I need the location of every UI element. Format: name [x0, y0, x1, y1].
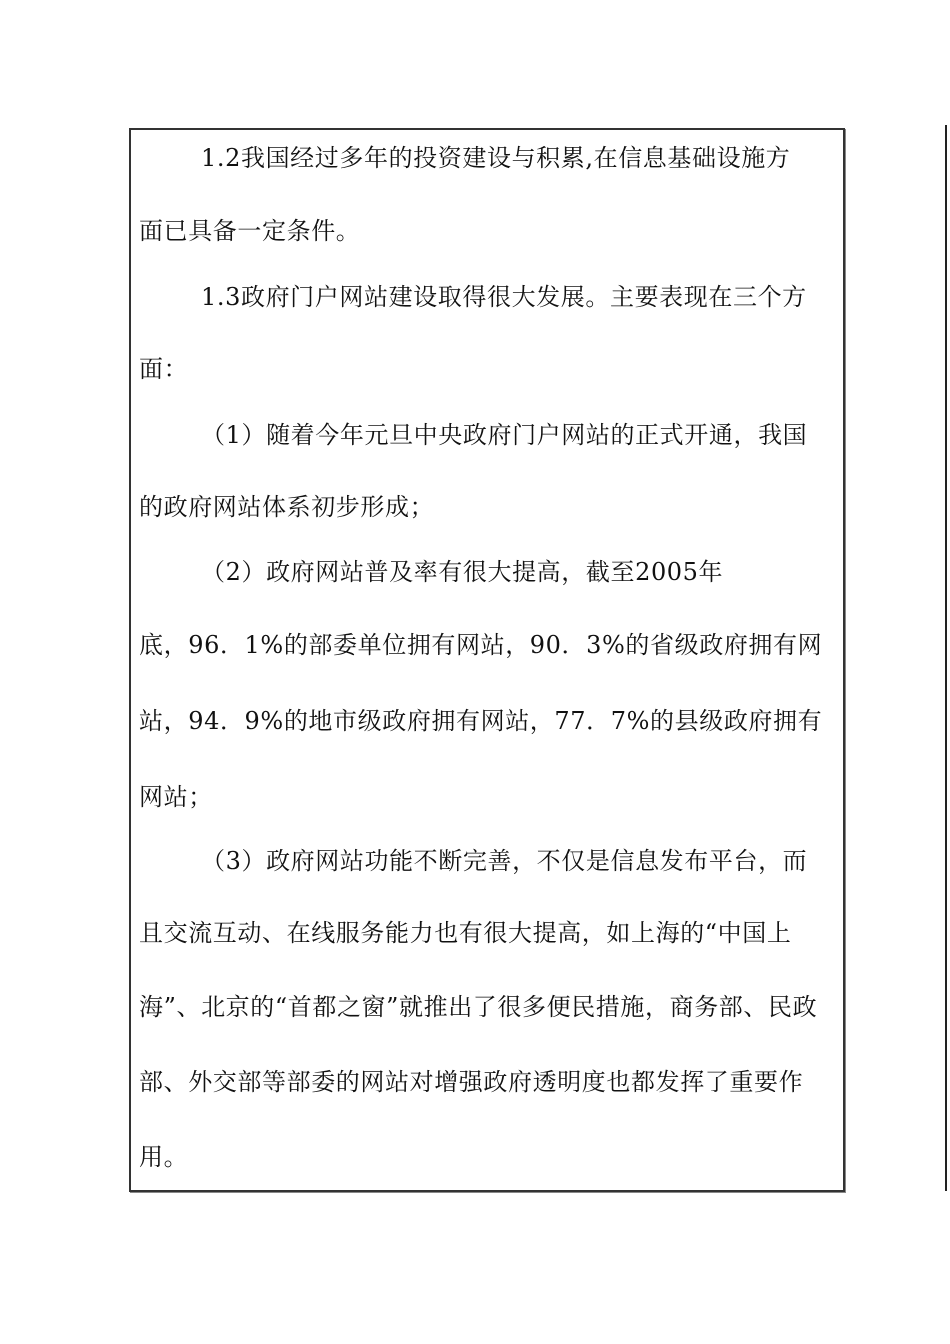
- item-1-line-2: 的政府网站体系初步形成；: [139, 493, 435, 521]
- paragraph-1-3-line-2: 面：: [139, 355, 189, 383]
- item-3-line-1: （3）政府网站功能不断完善，不仅是信息发布平台，而: [201, 847, 808, 875]
- item-2-line-2: 底，96．1%的部委单位拥有网站，90．3%的省级政府拥有网: [139, 631, 823, 659]
- paragraph-1-2-line-1: 1.2我国经过多年的投资建设与积累,在信息基础设施方: [201, 144, 791, 172]
- item-2-line-4: 网站；: [139, 783, 213, 811]
- item-3-line-3: 海”、北京的“首都之窗”就推出了很多便民措施，商务部、民政: [139, 993, 818, 1021]
- item-1-line-1: （1）随着今年元旦中央政府门户网站的正式开通，我国: [201, 421, 808, 449]
- paragraph-1-3-line-1: 1.3政府门户网站建设取得很大发展。主要表现在三个方: [201, 283, 807, 311]
- right-border-line: [945, 125, 947, 1191]
- item-2-line-1: （2）政府网站普及率有很大提高，截至2005年: [201, 558, 724, 586]
- item-3-line-2: 且交流互动、在线服务能力也有很大提高，如上海的“中国上: [139, 919, 792, 947]
- paragraph-1-2-line-2: 面已具备一定条件。: [139, 217, 361, 245]
- item-3-line-4: 部、外交部等部委的网站对增强政府透明度也都发挥了重要作: [139, 1068, 804, 1096]
- item-3-line-5: 用。: [139, 1143, 189, 1171]
- item-2-line-3: 站，94．9%的地市级政府拥有网站，77．7%的县级政府拥有: [139, 707, 823, 735]
